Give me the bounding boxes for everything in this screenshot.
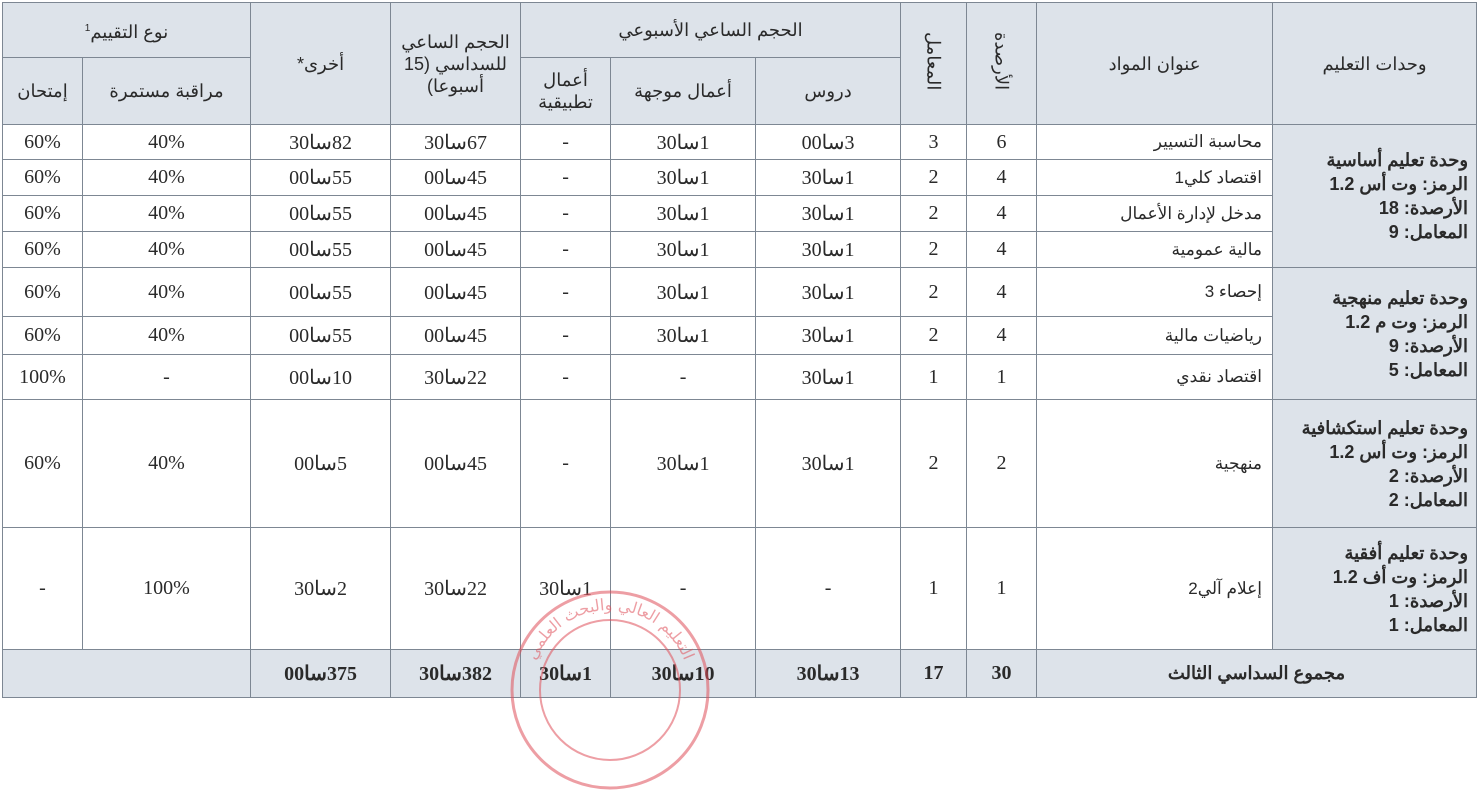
semester-volume-cell: 45سا00: [391, 268, 521, 317]
credits-cell: 2: [967, 400, 1037, 528]
header-exam: إمتحان: [3, 58, 83, 125]
tutorials-cell: 1سا30: [611, 196, 756, 232]
practicals-cell: -: [521, 400, 611, 528]
other-cell: 55سا00: [251, 196, 391, 232]
other-cell: 10سا00: [251, 355, 391, 400]
unit-line: وحدة تعليم أفقية: [1344, 542, 1469, 563]
unit-line: المعامل: 9: [1388, 222, 1469, 242]
credits-cell: 4: [967, 317, 1037, 355]
semester-volume-cell: 45سا00: [391, 232, 521, 268]
tutorials-cell: 1سا30: [611, 125, 756, 160]
svg-text:التعليم العالي والبحث العلمي: التعليم العالي والبحث العلمي: [521, 594, 699, 663]
total-tutorials: 10سا30: [611, 650, 756, 698]
exam-cell: 60%: [3, 317, 83, 355]
exam-cell: 100%: [3, 355, 83, 400]
subject-cell: محاسبة التسيير: [1037, 125, 1273, 160]
unit-line: الأرصدة: 18: [1378, 198, 1469, 218]
coefficient-cell: 2: [901, 400, 967, 528]
semester-volume-cell: 45سا00: [391, 196, 521, 232]
table-row: [3, 160, 1477, 196]
unit-line: وحدة تعليم أساسية: [1326, 150, 1469, 170]
lectures-cell: 3سا00: [756, 125, 901, 160]
unit-line: المعامل: 5: [1388, 359, 1469, 380]
coefficient-cell: 2: [901, 232, 967, 268]
practicals-cell: -: [521, 125, 611, 160]
unit-line: المعامل: 1: [1388, 614, 1469, 635]
table-row: [3, 528, 1477, 650]
other-cell: 2سا30: [251, 528, 391, 650]
exam-cell: 60%: [3, 125, 83, 160]
credits-cell: 1: [967, 355, 1037, 400]
subject-cell: اقتصاد نقدي: [1037, 355, 1273, 400]
header-continuous: مراقبة مستمرة: [83, 58, 251, 125]
coefficient-cell: 1: [901, 355, 967, 400]
total-label: مجموع السداسي الثالث: [1037, 650, 1477, 698]
total-evaluation-empty: [3, 650, 251, 698]
teaching-unit-cell: [1273, 528, 1477, 650]
table-row: [3, 232, 1477, 268]
semester-volume-cell: 22سا30: [391, 528, 521, 650]
subject-cell: اقتصاد كلي1: [1037, 160, 1273, 196]
subject-cell: رياضيات مالية: [1037, 317, 1273, 355]
total-other: 375سا00: [251, 650, 391, 698]
header-practicals: أعمال تطبيقية: [521, 58, 611, 125]
semester-volume-cell: 45سا00: [391, 400, 521, 528]
table-row: [3, 317, 1477, 355]
credits-cell: 1: [967, 528, 1037, 650]
exam-cell: 60%: [3, 268, 83, 317]
subject-cell: مدخل لإدارة الأعمال: [1037, 196, 1273, 232]
header-units: وحدات التعليم: [1273, 3, 1477, 125]
header-lectures: دروس: [756, 58, 901, 125]
semester-volume-cell: 67سا30: [391, 125, 521, 160]
table-row: [3, 355, 1477, 400]
unit-line: الأرصدة: 1: [1388, 590, 1469, 611]
practicals-cell: 1سا30: [521, 528, 611, 650]
continuous-cell: 40%: [83, 400, 251, 528]
tutorials-cell: 1سا30: [611, 232, 756, 268]
credits-cell: 4: [967, 232, 1037, 268]
unit-line: وحدة تعليم منهجية: [1332, 287, 1469, 308]
other-cell: 5سا00: [251, 400, 391, 528]
other-cell: 55سا00: [251, 317, 391, 355]
continuous-cell: 40%: [83, 232, 251, 268]
table-row: [3, 268, 1477, 317]
tutorials-cell: -: [611, 355, 756, 400]
tutorials-cell: 1سا30: [611, 268, 756, 317]
table-row: [3, 196, 1477, 232]
unit-line: الأرصدة: 9: [1388, 335, 1469, 356]
continuous-cell: 40%: [83, 196, 251, 232]
header-credits: الأرصدة: [967, 3, 1037, 125]
header-weekly-volume: الحجم الساعي الأسبوعي: [521, 3, 901, 58]
lectures-cell: 1سا30: [756, 355, 901, 400]
semester-volume-cell: 22سا30: [391, 355, 521, 400]
tutorials-cell: 1سا30: [611, 317, 756, 355]
teaching-unit-cell: [1273, 400, 1477, 528]
exam-cell: 60%: [3, 160, 83, 196]
practicals-cell: -: [521, 317, 611, 355]
table-row: [3, 400, 1477, 528]
table-row: [3, 125, 1477, 160]
subject-cell: إحصاء 3: [1037, 268, 1273, 317]
coefficient-cell: 2: [901, 160, 967, 196]
teaching-unit-cell: [1273, 125, 1477, 268]
coefficient-cell: 3: [901, 125, 967, 160]
unit-line: الرمز: وت أس 1.2: [1329, 174, 1469, 194]
practicals-cell: -: [521, 355, 611, 400]
header-coefficient: المعامل: [901, 3, 967, 125]
lectures-cell: 1سا30: [756, 268, 901, 317]
unit-line: المعامل: 2: [1388, 489, 1469, 510]
header-semester-volume: الحجم الساعي للسداسي (15 أسبوعا): [391, 3, 521, 125]
unit-line: الرمز: وت أس 1.2: [1329, 441, 1469, 462]
exam-cell: 60%: [3, 400, 83, 528]
practicals-cell: -: [521, 196, 611, 232]
exam-cell: 60%: [3, 232, 83, 268]
lectures-cell: 1سا30: [756, 196, 901, 232]
total-practicals: 1سا30: [521, 650, 611, 698]
other-cell: 55سا00: [251, 160, 391, 196]
total-lectures: 13سا30: [756, 650, 901, 698]
coefficient-cell: 2: [901, 268, 967, 317]
practicals-cell: -: [521, 268, 611, 317]
practicals-cell: -: [521, 232, 611, 268]
exam-cell: 60%: [3, 196, 83, 232]
continuous-cell: -: [83, 355, 251, 400]
subject-cell: مالية عمومية: [1037, 232, 1273, 268]
continuous-cell: 40%: [83, 125, 251, 160]
continuous-cell: 40%: [83, 160, 251, 196]
total-credits: 30: [967, 650, 1037, 698]
subject-cell: منهجية: [1037, 400, 1273, 528]
other-cell: 55سا00: [251, 268, 391, 317]
exam-cell: -: [3, 528, 83, 650]
credits-cell: 4: [967, 196, 1037, 232]
total-coefficient: 17: [901, 650, 967, 698]
unit-line: الأرصدة: 2: [1388, 465, 1469, 486]
continuous-cell: 40%: [83, 268, 251, 317]
lectures-cell: 1سا30: [756, 317, 901, 355]
unit-line: الرمز: وت م 1.2: [1345, 311, 1469, 332]
coefficient-cell: 2: [901, 317, 967, 355]
unit-line: الرمز: وت أف 1.2: [1332, 566, 1469, 587]
header-other: أخرى*: [251, 3, 391, 125]
credits-cell: 4: [967, 160, 1037, 196]
teaching-unit-cell: [1273, 268, 1477, 400]
credits-cell: 4: [967, 268, 1037, 317]
lectures-cell: -: [756, 528, 901, 650]
semester-volume-cell: 45سا00: [391, 160, 521, 196]
total-semester-volume: 382سا30: [391, 650, 521, 698]
coefficient-cell: 1: [901, 528, 967, 650]
semester-volume-cell: 45سا00: [391, 317, 521, 355]
header-tutorials: أعمال موجهة: [611, 58, 756, 125]
other-cell: 55سا00: [251, 232, 391, 268]
header-evaluation: نوع التقييم$^1$: [3, 3, 251, 58]
lectures-cell: 1سا30: [756, 400, 901, 528]
practicals-cell: -: [521, 160, 611, 196]
total-row: [3, 650, 1477, 698]
unit-line: وحدة تعليم استكشافية: [1301, 417, 1469, 438]
header-subject: عنوان المواد: [1037, 3, 1273, 125]
tutorials-cell: 1سا30: [611, 400, 756, 528]
curriculum-table: [2, 2, 1477, 698]
coefficient-cell: 2: [901, 196, 967, 232]
subject-cell: إعلام آلي2: [1037, 528, 1273, 650]
lectures-cell: 1سا30: [756, 232, 901, 268]
continuous-cell: 40%: [83, 317, 251, 355]
lectures-cell: 1سا30: [756, 160, 901, 196]
credits-cell: 6: [967, 125, 1037, 160]
continuous-cell: 100%: [83, 528, 251, 650]
tutorials-cell: -: [611, 528, 756, 650]
tutorials-cell: 1سا30: [611, 160, 756, 196]
other-cell: 82سا30: [251, 125, 391, 160]
